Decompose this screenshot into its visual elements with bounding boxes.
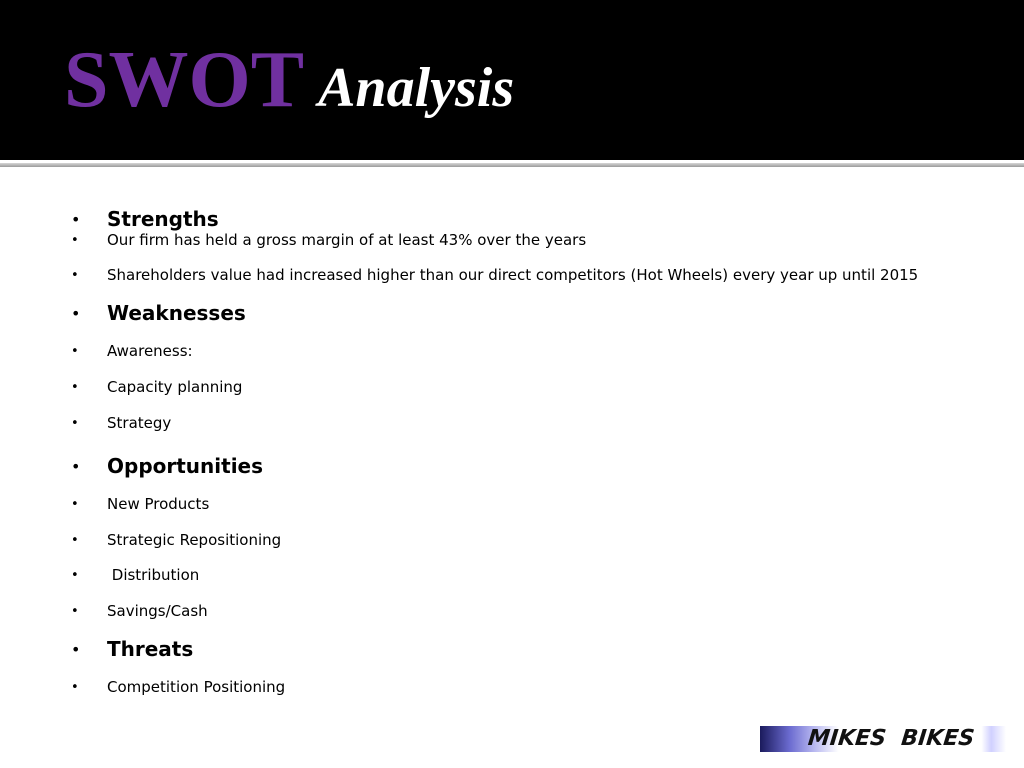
bullet-icon: • [71, 209, 81, 229]
list-item [0, 372, 1000, 402]
bullet-icon: • [71, 679, 79, 695]
list-item [0, 225, 1000, 255]
bullet-icon: • [71, 232, 79, 248]
weaknesses-heading [0, 298, 1000, 328]
list-item-text: Awareness: [107, 342, 193, 360]
list-item-text: Capacity planning [107, 378, 243, 396]
bullet-icon: • [71, 532, 79, 548]
list-item [0, 489, 1000, 519]
logo-text: MIKES BIKES [806, 726, 976, 751]
list-item [0, 672, 1000, 702]
list-item [0, 560, 1000, 590]
bullet-icon: • [71, 456, 81, 476]
list-item [0, 525, 1000, 555]
list-item-text: Shareholders value had increased higher than our direct competitors (Hot Wheels) every year up until 2015 [107, 266, 919, 284]
list-item [0, 260, 1000, 290]
title-swot: SWOT [64, 36, 305, 124]
bullet-icon: • [71, 303, 81, 323]
list-item-text: Savings/Cash [107, 602, 208, 620]
list-item-text: Strategic Repositioning [107, 531, 282, 549]
bullet-icon: • [71, 415, 79, 431]
bullet-icon: • [71, 496, 79, 512]
bullet-icon: • [71, 343, 79, 359]
list-item [0, 408, 1000, 438]
section-heading: Threats [107, 637, 194, 661]
list-item-text: Our firm has held a gross margin of at least 43% over the years [107, 231, 587, 249]
bullet-icon: • [71, 639, 81, 659]
title-analysis: Analysis [318, 57, 515, 119]
mikes-bikes-logo [760, 726, 1006, 752]
bullet-icon: • [71, 267, 79, 283]
threats-heading [0, 634, 1000, 664]
bullet-icon: • [71, 567, 79, 583]
list-item [0, 596, 1000, 626]
section-heading: Weaknesses [107, 301, 246, 325]
list-item-text: Distribution [107, 566, 200, 584]
section-heading: Opportunities [107, 454, 264, 478]
bullet-icon: • [71, 379, 79, 395]
opportunities-heading [0, 451, 1000, 481]
bullet-icon: • [71, 603, 79, 619]
list-item-text: Competition Positioning [107, 678, 286, 696]
list-item-text: New Products [107, 495, 210, 513]
list-item-text: Strategy [107, 414, 172, 432]
section-heading: Strengths [107, 207, 219, 231]
list-item [0, 336, 1000, 366]
